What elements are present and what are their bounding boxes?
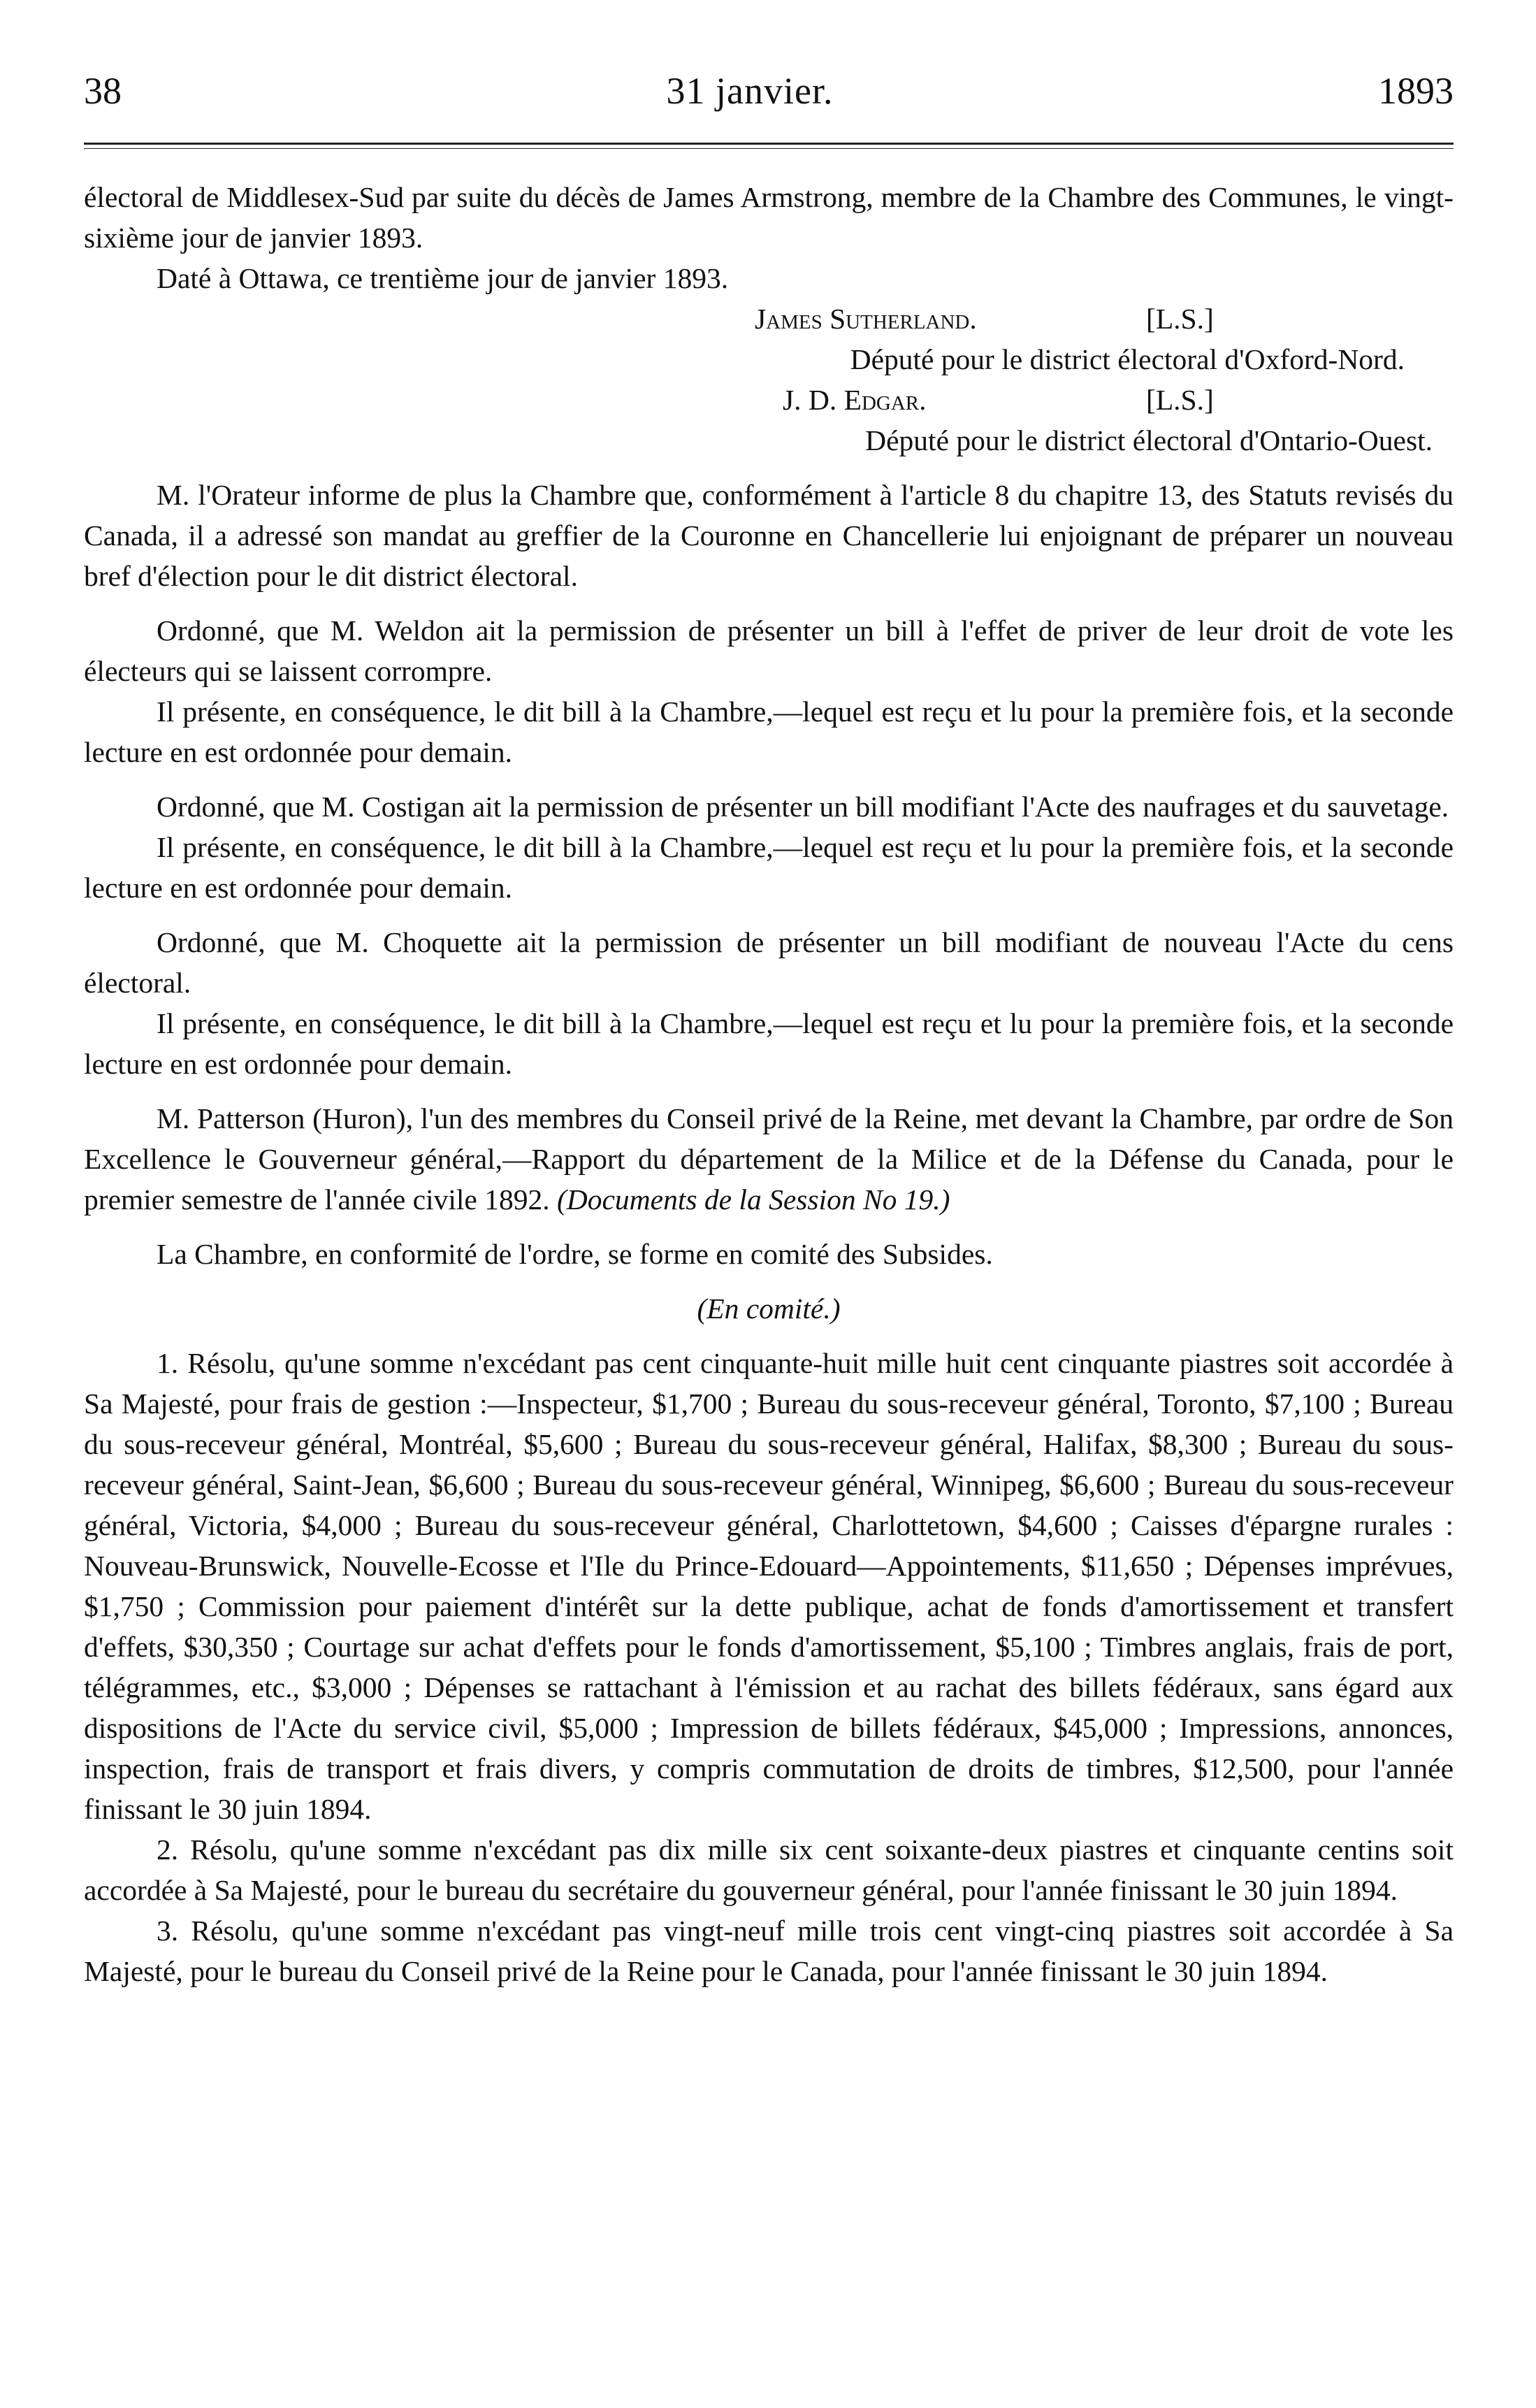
signature-block bbox=[84, 298, 1454, 461]
resolution: 2. Résolu, qu'une somme n'excédant pas dix mille six cent soixante-deux piastres et cinquante centins soit accordée à Sa Majesté, pour le bureau du secrétaire du gouverneur général, pour l'année finissant le 30 juin 1894. bbox=[84, 1833, 1454, 1906]
signatory-name: James Sutherland. bbox=[755, 303, 977, 335]
signatory-name: J. D. Edgar. bbox=[783, 384, 927, 416]
paragraph bbox=[84, 1098, 1454, 1220]
paragraph: Ordonné, que M. Choquette ait la permission de présenter un bill modifiant de nouveau l'Acte du cens électoral. bbox=[84, 926, 1454, 999]
paragraph-text: M. Patterson (Huron), l'un des membres du Conseil privé de la Reine, met devant la Chambre, par ordre de Son Excellence le Gouverneur général,—Rapport du département de la Milice et de la Défense du Canada, pour le premier semestre de l'année civile 1892. bbox=[84, 1102, 1454, 1216]
signature-line bbox=[84, 298, 1454, 339]
paragraph: Ordonné, que M. Weldon ait la permission de présenter un bill à l'effet de priver de leur droit de vote les électeurs qui se laissent corrompre. bbox=[84, 614, 1454, 687]
page-number: 38 bbox=[84, 70, 122, 112]
document-reference: (Documents de la Session No 19.) bbox=[556, 1183, 950, 1216]
page-year: 1893 bbox=[1377, 70, 1454, 112]
paragraph: Il présente, en conséquence, le dit bill à la Chambre,—lequel est reçu et lu pour la première fois, et la seconde lecture en est ordonnée pour demain. bbox=[84, 831, 1454, 904]
paragraph: Daté à Ottawa, ce trentième jour de janvier 1893. bbox=[157, 262, 729, 294]
page-date: 31 janvier. bbox=[666, 70, 834, 112]
signature-line bbox=[84, 380, 1454, 420]
paragraph: La Chambre, en conformité de l'ordre, se forme en comité des Subsides. bbox=[157, 1238, 993, 1270]
header-rule bbox=[84, 143, 1454, 149]
resolution: 3. Résolu, qu'une somme n'excédant pas vingt-neuf mille trois cent vingt-cinq piastres soit accordée à Sa Majesté, pour le bureau du Conseil privé de la Reine pour le Canada, pour l'année finissant le 30 juin 1894. bbox=[84, 1915, 1454, 1987]
signatory-role: Député pour le district électoral d'Oxford-Nord. bbox=[850, 343, 1405, 375]
page-header bbox=[84, 70, 1454, 119]
seal-mark: [L.S.] bbox=[1146, 303, 1214, 335]
page-body bbox=[84, 177, 1454, 1991]
paragraph: électoral de Middlesex-Sud par suite du décès de James Armstrong, membre de la Chambre des Communes, le vingt-sixième jour de janvier 1893. bbox=[84, 181, 1454, 254]
seal-mark: [L.S.] bbox=[1146, 384, 1214, 416]
paragraph: Ordonné, que M. Costigan ait la permission de présenter un bill modifiant l'Acte des naufrages et du sauvetage. bbox=[157, 791, 1449, 823]
paragraph: Il présente, en conséquence, le dit bill à la Chambre,—lequel est reçu et lu pour la première fois, et la seconde lecture en est ordonnée pour demain. bbox=[84, 695, 1454, 768]
resolution: 1. Résolu, qu'une somme n'excédant pas cent cinquante-huit mille huit cent cinquante piastres soit accordée à Sa Majesté, pour frais de gestion :—Inspecteur, $1,700 ; Bureau du sous-receveur général, Toronto, $7,100 ; Bureau du sous-receveur général, Montréal, $5,600 ; Bureau du sous-receveur général, Halifax, $8,300 ; Bureau du sous-receveur général, Saint-Jean, $6,600 ; Bureau du sous-receveur général, Winnipeg, $6,600 ; Bureau du sous-receveur général, Victoria, $4,000 ; Bureau du sous-receveur général, Charlottetown, $4,600 ; Caisses d'épargne rurales : Nouveau-Brunswick, Nouvelle-Ecosse et l'Ile du Prince-Edouard—Appointements, $11,650 ; Dépenses imprévues, $1,750 ; Commission pour paiement d'intérêt sur la dette publique, achat de fonds d'amortissement et transfert d'effets, $30,350 ; Courtage sur achat d'effets pour le fonds d'amortissement, $5,100 ; Timbres anglais, frais de port, télégrammes, etc., $3,000 ; Dépenses se rattachant à l'émission et au rachat des billets fédéraux, sans égard aux dispositions de l'Acte du service civil, $5,000 ; Impression de billets fédéraux, $45,000 ; Impressions, annonces, inspection, frais de transport et frais divers, y compris commutation de droits de timbres, $12,500, pour l'année finissant le 30 juin 1894. bbox=[84, 1347, 1454, 1825]
paragraph: Il présente, en conséquence, le dit bill à la Chambre,—lequel est reçu et lu pour la première fois, et la seconde lecture en est ordonnée pour demain. bbox=[84, 1007, 1454, 1080]
section-heading: (En comité.) bbox=[697, 1292, 841, 1325]
paragraph: M. l'Orateur informe de plus la Chambre que, conformément à l'article 8 du chapitre 13, des Statuts revisés du Canada, il a adressé son mandat au greffier de la Couronne en Chancellerie lui enjoignant de préparer un nouveau bref d'élection pour le dit district électoral. bbox=[84, 479, 1454, 592]
signatory-role: Député pour le district électoral d'Ontario-Ouest. bbox=[865, 424, 1433, 456]
page bbox=[84, 70, 1454, 1991]
